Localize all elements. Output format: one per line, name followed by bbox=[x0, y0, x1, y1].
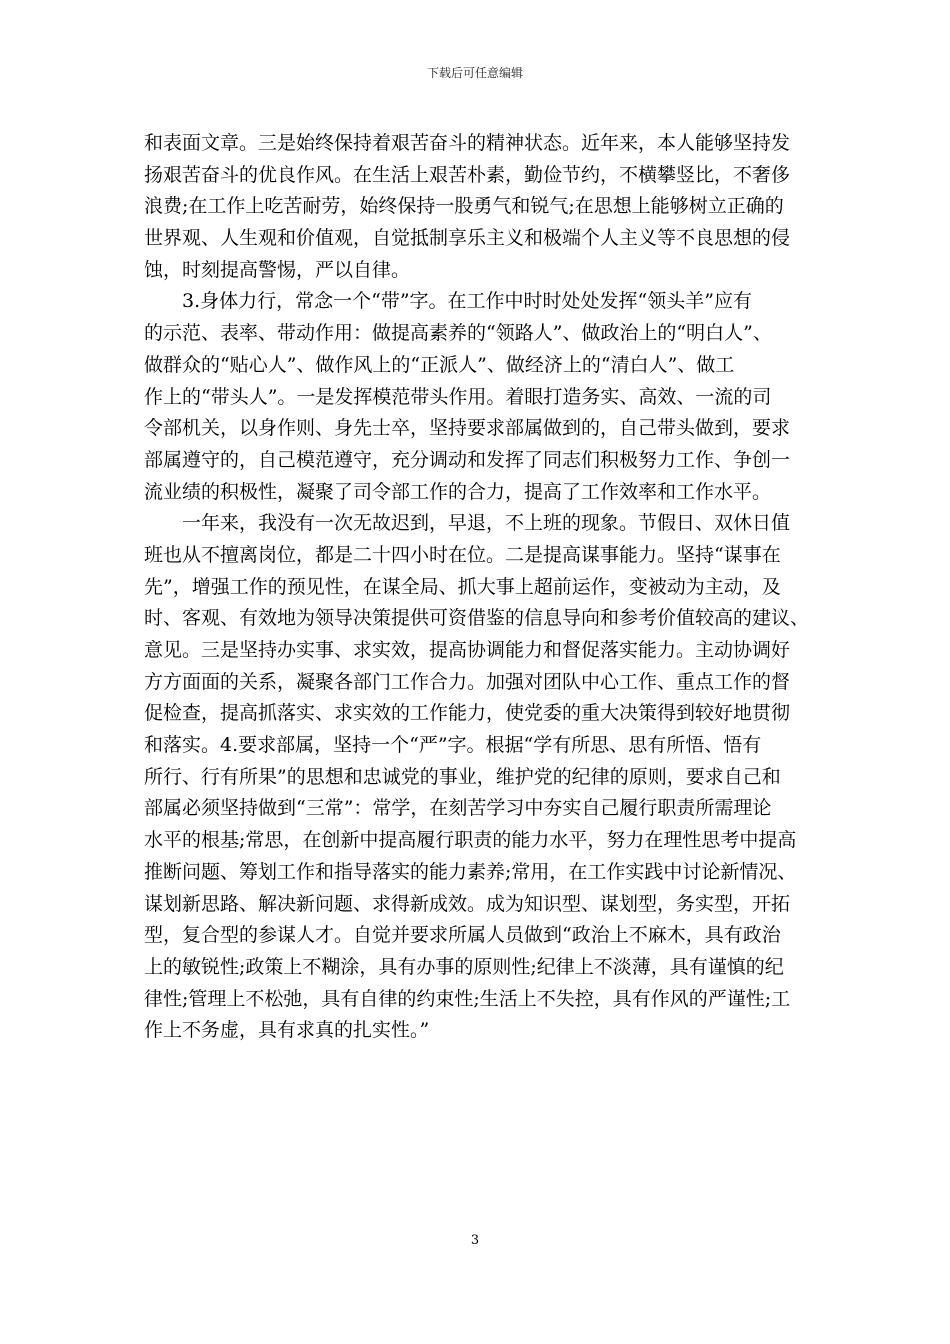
body-line: 和表面文章。三是始终保持着艰苦奋斗的精神状态。近年来，本人能够坚持发 bbox=[144, 132, 791, 154]
body-line: 律性;管理上不松弛，具有自律的约束性;生活上不失控，具有作风的严谨性;工 bbox=[144, 987, 791, 1010]
body-line: 班也从不擅离岗位，都是二十四小时在位。二是提高谋事能力。坚持“谋事在 bbox=[144, 543, 781, 566]
body-line: 推断问题、筹划工作和指导落实的能力素养;常用，在工作实践中讨论新情况、 bbox=[144, 860, 797, 883]
body-line: 先”，增强工作的预见性，在谋全局、抓大事上超前运作，变被动为主动，及 bbox=[144, 575, 781, 598]
document-body bbox=[144, 128, 810, 1047]
body-line: 谋划新思路、解决新问题、求得新成效。成为知识型、谋划型，务实型，开拓 bbox=[144, 892, 791, 915]
body-line: 作上的“带头人”。一是发挥模范带头作用。着眼打造务实、高效、一流的司 bbox=[144, 385, 772, 408]
body-line: 做群众的“贴心人”、做作风上的“正派人”、做经济上的“清白人”、做工 bbox=[144, 353, 735, 376]
body-line: 型，复合型的参谋人才。自觉并要求所属人员做到“政治上不麻木，具有政治 bbox=[144, 924, 781, 947]
body-line: 意见。三是坚持办实事、求实效，提高协调能力和督促落实能力。主动协调好 bbox=[144, 639, 791, 661]
body-line: 水平的根基;常思，在创新中提高履行职责的能力水平，努力在理性思考中提高 bbox=[144, 829, 797, 852]
body-line: 3.身体力行，常念一个“带”字。在工作中时时处处发挥“领头羊”应有 bbox=[182, 290, 752, 313]
body-line: 部属必须坚持做到“三常”：常学，在刻苦学习中夯实自己履行职责所需理论 bbox=[144, 797, 772, 820]
body-line: 流业绩的积极性，凝聚了司令部工作的合力，提高了工作效率和工作水平。 bbox=[144, 480, 772, 503]
body-line: 令部机关，以身作则、身先士卒，坚持要求部属做到的，自己带头做到，要求 bbox=[144, 417, 791, 440]
body-line: 促检查，提高抓落实、求实效的工作能力，使党委的重大决策得到较好地贯彻 bbox=[144, 702, 791, 725]
body-line: 扬艰苦奋斗的优良作风。在生活上艰苦朴素，勤俭节约，不横攀竖比，不奢侈 bbox=[144, 163, 791, 186]
body-line: 一年来，我没有一次无故迟到，早退，不上班的现象。节假日、双休日值 bbox=[182, 512, 791, 535]
body-line: 上的敏锐性;政策上不糊涂，具有办事的原则性;纪律上不淡薄，具有谨慎的纪 bbox=[144, 955, 784, 978]
page-header: 下载后可任意编辑 bbox=[426, 66, 523, 80]
body-line: 方方面面的关系，凝聚各部门工作合力。加强对团队中心工作、重点工作的督 bbox=[144, 670, 791, 693]
body-line: 浪费;在工作上吃苦耐劳，始终保持一股勇气和锐气;在思想上能够树立正确的 bbox=[144, 195, 784, 218]
body-line: 部属遵守的，自己模范遵守，充分调动和发挥了同志们积极努力工作、争创一 bbox=[144, 448, 791, 471]
body-line: 和落实。4.要求部属，坚持一个“严”字。根据“学有所思、思有所悟、悟有 bbox=[144, 734, 762, 757]
page-number: 3 bbox=[470, 1233, 480, 1248]
body-line: 的示范、表率、带动作用：做提高素养的“领路人”、做政治上的“明白人”、 bbox=[144, 322, 772, 345]
body-line: 作上不务虚，具有求真的扎实性。” bbox=[144, 1019, 430, 1042]
body-line: 时、客观、有效地为领导决策提供可资借鉴的信息导向和参考价值较高的建议、 bbox=[144, 607, 810, 630]
body-line: 蚀，时刻提高警惕，严以自律。 bbox=[144, 258, 411, 281]
body-line: 世界观、人生观和价值观，自觉抵制享乐主义和极端个人主义等不良思想的侵 bbox=[144, 227, 791, 250]
body-line: 所行、行有所果”的思想和忠诚党的事业，维护党的纪律的原则，要求自己和 bbox=[144, 765, 781, 788]
